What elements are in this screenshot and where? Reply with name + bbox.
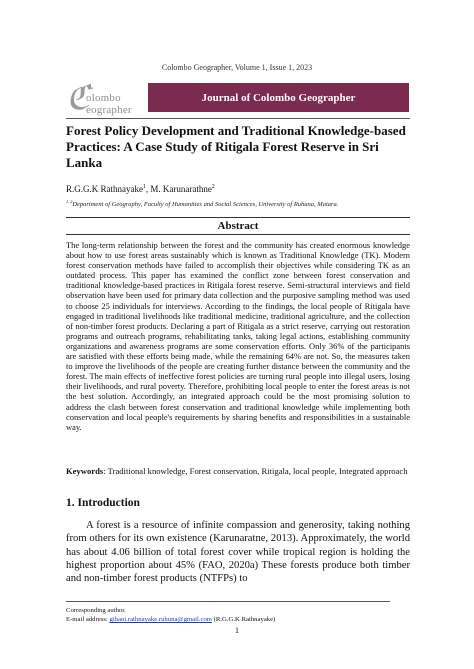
logo-line2: eographer [86,104,132,116]
abstract-heading: Abstract [217,220,259,232]
footnote-divider [66,601,390,602]
affiliation-text: Department of Geography, Faculty of Humanities and Social Sciences, University of Ruhuna, Matara. [72,201,339,209]
affiliation-sup: 1, 2 [66,199,73,204]
email-label: E-mail address: [66,616,110,623]
abstract-rule-bottom [66,234,410,235]
author-2-sup: 2 [211,184,215,190]
author-separator: , [145,184,151,194]
author-line [66,184,215,194]
logo-line1: olombo [86,92,121,104]
email-owner: (R.G.G.K Rathnayake) [212,616,276,623]
abstract-rule-top [66,217,410,218]
affiliation [66,199,338,208]
footnote-email [66,616,275,623]
introduction-body: A forest is a resource of infinite compassion and generosity, taking nothing from others for its own existence (Karunaratne, 2013). Approximately, the world has about 4.06 billion of total forest cover while tropical region is holding the highest proportion about 45% (FAO, 2020a) These forests produce both timber and non-timber forest products (NTFPs) to [66,520,410,585]
footnote-corresponding: Corresponding author. [66,607,126,614]
author-2: M. Karunarathne [150,184,212,194]
journal-logo [66,80,148,118]
section-heading-introduction: 1. Introduction [66,497,140,509]
keywords-list: : Traditional knowledge, Forest conservation, Ritigala, local people, Integrated approach [103,466,408,476]
paper-title: Forest Policy Development and Traditional Knowledge-based Practices: A Case Study of Ritigala Forest Reserve in Sri Lanka [66,123,406,170]
logo-letter-icon: ℭ [66,80,90,117]
abstract-body: The long-term relationship between the forest and the community has created enormous knowledge about how to use forest areas sustainably which is known as Traditional Knowledge (TK). Modern forest conservation methods have failed to accomplish their objectives while considering TK as an outdated process. This paper has examined the conflict zone between forest conservation and traditional knowledge-based practices in Ritigala forest reserve. Semi-structural interviews and field observation have been used for primary data collection and the purposive sampling method was used to choose 25 individuals for interviews. According to the findings, the local people of Ritigala have engaged in traditional livelihoods like traditional medicine, traditional agriculture, and the collection of non-timber forest products. Declaring a part of Ritigala as a strict reserve, carrying out restoration programs and outreach programs, rehabilitating tanks, taking legal actions, establishing community organizations and awareness programs are some conservation efforts. Only 36% of the participants are satisfied with these efforts being made, while the remaining 64% are not. So, the measures taken to improve the livelihoods of the people are creating further distance between the community and the forest. The main effects of ineffective forest policies are turning rural people into illegal users, losing their livelihoods, and rural poverty. Therefore, prohibiting local people to enter the forest areas is not the best solution. Accordingly, an integrated approach could be the most promising solution to address the clash between forest conservation and traditional knowledge while implementing both conservation and local people's requirements by sharing benefits and responsibilities in a sustainable way. [66,240,410,432]
header-divider [66,118,410,119]
author-1-sup: 1 [142,184,146,190]
journal-banner [148,83,409,112]
email-link[interactable]: gihani.rathnayake.ruhuna@gmail.com [109,616,213,623]
keywords [66,466,410,477]
running-header: Colombo Geographer, Volume 1, Issue 1, 2023 [161,63,313,72]
keywords-label: Keywords [66,466,104,476]
author-1: R.G.G.K Rathnayake [66,184,143,194]
page-number: 1 [235,626,239,635]
journal-name: Journal of Colombo Geographer [201,91,356,104]
